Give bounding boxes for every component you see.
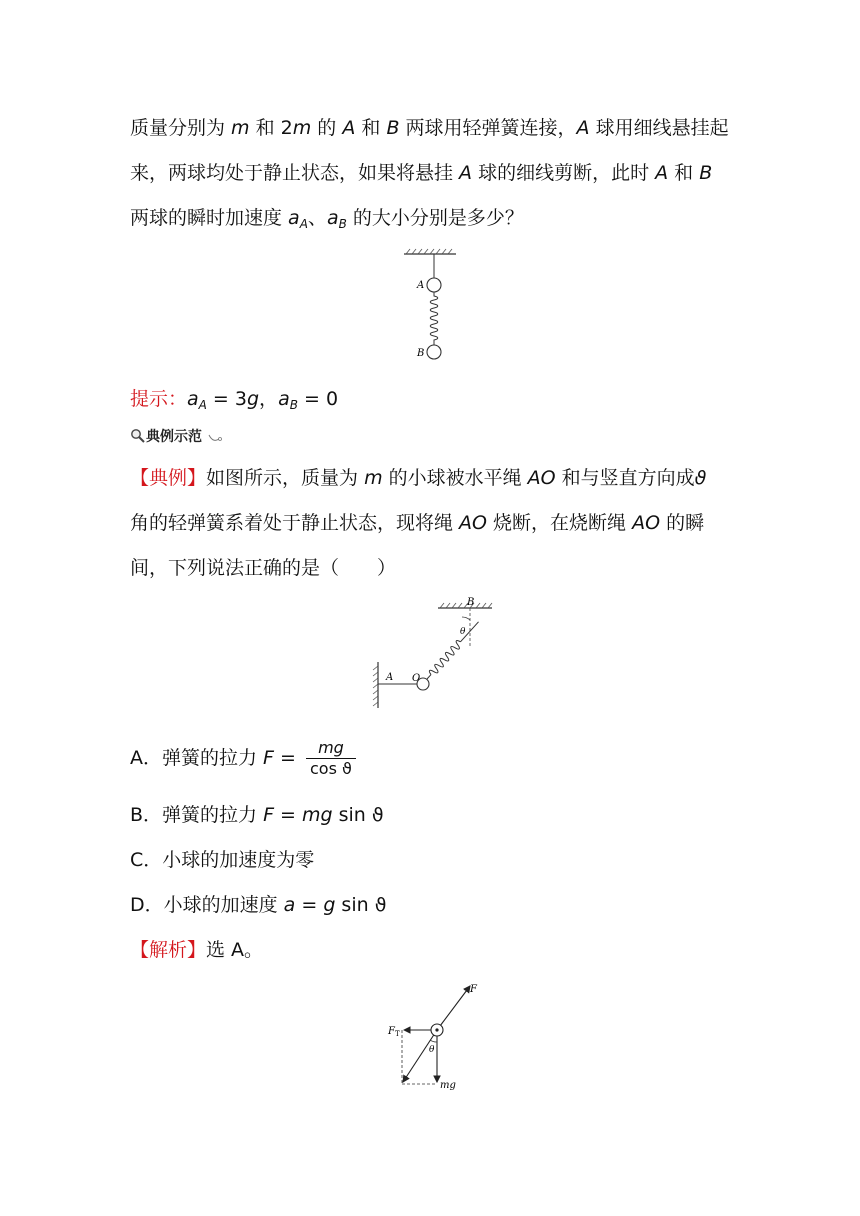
example-line-3: 间，下列说法正确的是（ ） [130,557,397,579]
figure-spring-two-balls [400,248,460,366]
analysis-line: 【解析】选 A。 [130,939,264,961]
option-a[interactable]: A．弹簧的拉力 F = $\frac{mg}{\text{cos ϑ}}$ [130,738,356,779]
fig1-label-b: B [417,348,425,359]
fig2-label-theta: θ [460,627,466,637]
decorative-swirl-icon [207,431,223,445]
fig3-label-mg: mg [440,1080,456,1091]
fig3-label-ft: $F_T$ [388,1026,400,1038]
fig3-label-theta: θ [429,1045,435,1055]
magnifier-icon [130,428,146,444]
example-tag: 【典例】 [130,467,207,489]
example-line-1: 【典例】如图所示，质量为 m 的小球被水平绳 AO 和与竖直方向成ϑ [130,467,707,489]
fig3-label-f: F [470,984,477,995]
problem-line-3: 两球的瞬时加速度 $a_A$、$a_B$ 的大小分别是多少？ [130,207,524,231]
analysis-tag: 【解析】 [130,939,207,961]
fig2-label-a: A [386,672,394,683]
figure-spring-rope-ball [370,596,500,710]
section-tag: 典例示范 [130,426,223,446]
example-line-2: 角的轻弹簧系着处于静止状态，现将绳 AO 烧断，在烧断绳 AO 的瞬 [130,512,705,534]
hint-line: 提示：$a_A = 3g$，$a_B = 0$ [130,388,339,412]
figure-force-diagram [384,978,494,1094]
problem-line-1: 质量分别为 m 和 2m 的 A 和 B 两球用轻弹簧连接，A 球用细线悬挂起 [130,117,729,139]
fraction: $\frac{mg}{\text{cos ϑ}}$ [306,738,356,779]
option-c[interactable]: C．小球的加速度为零 [130,849,315,871]
fig2-label-o: O [412,673,421,684]
option-b[interactable]: B．弹簧的拉力 F = mg sin ϑ [130,804,384,826]
problem-line-2: 来，两球均处于静止状态，如果将悬挂 A 球的细线剪断，此时 A 和 B [130,162,713,184]
hint-label: 提示： [130,388,188,410]
fig1-label-a: A [417,280,425,291]
option-d[interactable]: D．小球的加速度 a = g sin ϑ [130,894,387,916]
fig2-label-b: B [467,597,475,608]
